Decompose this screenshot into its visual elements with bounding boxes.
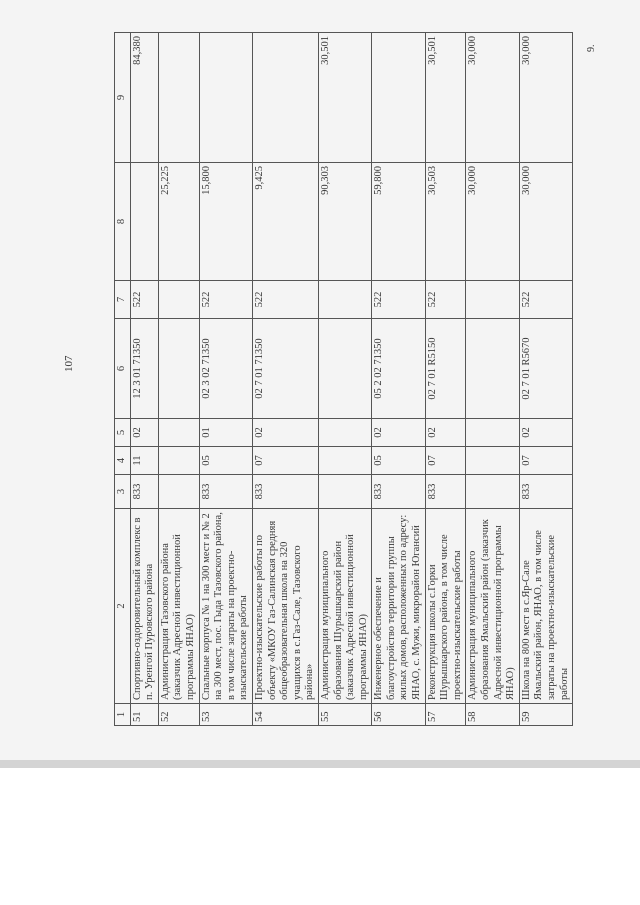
row-code-5: 02 — [425, 419, 466, 447]
row-code-6: 12 3 01 71350 — [130, 319, 158, 419]
header-cell: 2 — [115, 509, 131, 704]
row-description: Школа на 800 мест в с.Яр-Сале Ямальский район, ЯНАО, в том числе затраты на проектно-изыскательские работы — [519, 509, 572, 704]
row-amount-9: 30,000 — [466, 33, 519, 163]
row-code-6: 02 7 01 71350 — [252, 319, 318, 419]
header-cell: 3 — [115, 475, 131, 509]
row-description: Спортивно-оздоровительный комплекс в п. Уренгой Пуровского района — [130, 509, 158, 704]
row-amount-8 — [130, 163, 158, 281]
row-number: 58 — [466, 704, 519, 726]
row-code-4 — [466, 447, 519, 475]
row-amount-8: 15,800 — [199, 163, 252, 281]
row-amount-9 — [372, 33, 425, 163]
row-number: 51 — [130, 704, 158, 726]
row-description: Спальные корпуса № 1 на 300 мест и № 2 на 300 мест, пос. Гыда Тазовского района, в том числе затраты на проектно-изыскательские работы — [199, 509, 252, 704]
table-row — [199, 33, 252, 726]
row-number: 56 — [372, 704, 425, 726]
row-code-6: 05 2 02 71350 — [372, 319, 425, 419]
table-row — [130, 33, 158, 726]
row-code-4: 05 — [199, 447, 252, 475]
row-code-3 — [466, 475, 519, 509]
row-code-5 — [158, 419, 199, 447]
row-description: Проектно-изыскательские работы по объекту «МКОУ Газ-Салинская средняя общеобразовательная школа на 320 учащихся в с.Газ-Сале, Тазовского района» — [252, 509, 318, 704]
header-cell: 9 — [115, 33, 131, 163]
header-cell: 1 — [115, 704, 131, 726]
row-amount-8: 25,225 — [158, 163, 199, 281]
row-code-4: 05 — [372, 447, 425, 475]
row-amount-9 — [199, 33, 252, 163]
rotated-table-container — [114, 33, 573, 726]
table-row — [372, 33, 425, 726]
budget-table — [114, 32, 573, 726]
row-number: 54 — [252, 704, 318, 726]
row-code-6 — [318, 319, 371, 419]
row-number: 55 — [318, 704, 371, 726]
row-code-7: 522 — [425, 281, 466, 319]
row-code-7: 522 — [519, 281, 572, 319]
row-code-7 — [158, 281, 199, 319]
row-amount-8: 30,503 — [425, 163, 466, 281]
header-cell: 7 — [115, 281, 131, 319]
row-amount-8: 90,303 — [318, 163, 371, 281]
row-amount-9 — [158, 33, 199, 163]
table-row — [252, 33, 318, 726]
row-amount-9: 30,000 — [519, 33, 572, 163]
row-amount-8: 30,000 — [519, 163, 572, 281]
row-amount-8: 9,425 — [252, 163, 318, 281]
row-code-5: 02 — [372, 419, 425, 447]
row-amount-9: 84,380 — [130, 33, 158, 163]
header-cell: 6 — [115, 319, 131, 419]
row-amount-9: 30,501 — [318, 33, 371, 163]
row-code-5: 02 — [519, 419, 572, 447]
header-cell: 4 — [115, 447, 131, 475]
row-code-7 — [466, 281, 519, 319]
row-code-5: 02 — [252, 419, 318, 447]
page-footnote: 9. — [586, 44, 597, 52]
row-amount-8: 30,000 — [466, 163, 519, 281]
row-description: Администрация муниципального образования Ямальский район (заказчик Адресной инвестиционной программы ЯНАО) — [466, 509, 519, 704]
page-number: 107 — [63, 355, 75, 372]
row-code-4: 07 — [519, 447, 572, 475]
row-amount-9 — [252, 33, 318, 163]
row-description: Реконструкция школы с.Горки Шурышкарского района, в том числе проектно-изыскательские работы — [425, 509, 466, 704]
row-code-7: 522 — [199, 281, 252, 319]
row-code-4: 07 — [425, 447, 466, 475]
row-description: Администрация Тазовского района (заказчик Адресной инвестиционной программы ЯНАО) — [158, 509, 199, 704]
row-code-3: 833 — [130, 475, 158, 509]
row-code-5 — [466, 419, 519, 447]
row-code-5 — [318, 419, 371, 447]
row-code-3 — [318, 475, 371, 509]
header-cell: 5 — [115, 419, 131, 447]
row-code-7: 522 — [130, 281, 158, 319]
row-code-3: 833 — [372, 475, 425, 509]
row-code-6: 02 7 01 R5670 — [519, 319, 572, 419]
table-body — [130, 33, 573, 726]
row-code-7: 522 — [252, 281, 318, 319]
row-code-3: 833 — [252, 475, 318, 509]
row-code-5: 02 — [130, 419, 158, 447]
header-cell: 8 — [115, 163, 131, 281]
table-row — [519, 33, 572, 726]
row-number: 53 — [199, 704, 252, 726]
table-row — [318, 33, 371, 726]
row-code-6 — [158, 319, 199, 419]
table-row — [425, 33, 466, 726]
scan-edge — [0, 760, 640, 768]
row-code-3 — [158, 475, 199, 509]
row-code-4: 07 — [252, 447, 318, 475]
table-row — [466, 33, 519, 726]
row-code-3: 833 — [199, 475, 252, 509]
row-amount-8: 59,800 — [372, 163, 425, 281]
table-header-row — [115, 33, 131, 726]
row-code-3: 833 — [519, 475, 572, 509]
row-number: 52 — [158, 704, 199, 726]
row-code-6: 02 7 01 R5150 — [425, 319, 466, 419]
row-description: Инженерное обеспечение и благоустройство территории группы жилых домов, расположенных по адресу: ЯНАО, с. Мужи, микрорайон Югансий — [372, 509, 425, 704]
row-code-4 — [318, 447, 371, 475]
row-code-7 — [318, 281, 371, 319]
row-code-4 — [158, 447, 199, 475]
row-code-4: 11 — [130, 447, 158, 475]
row-amount-9: 30,501 — [425, 33, 466, 163]
row-description: Администрация муниципального образования Шурышкарский район (заказчик Адресной инвестиционной программы ЯНАО) — [318, 509, 371, 704]
table-row — [158, 33, 199, 726]
row-code-5: 01 — [199, 419, 252, 447]
row-code-6 — [466, 319, 519, 419]
row-number: 57 — [425, 704, 466, 726]
row-code-6: 02 3 02 71350 — [199, 319, 252, 419]
row-code-3: 833 — [425, 475, 466, 509]
row-number: 59 — [519, 704, 572, 726]
row-code-7: 522 — [372, 281, 425, 319]
